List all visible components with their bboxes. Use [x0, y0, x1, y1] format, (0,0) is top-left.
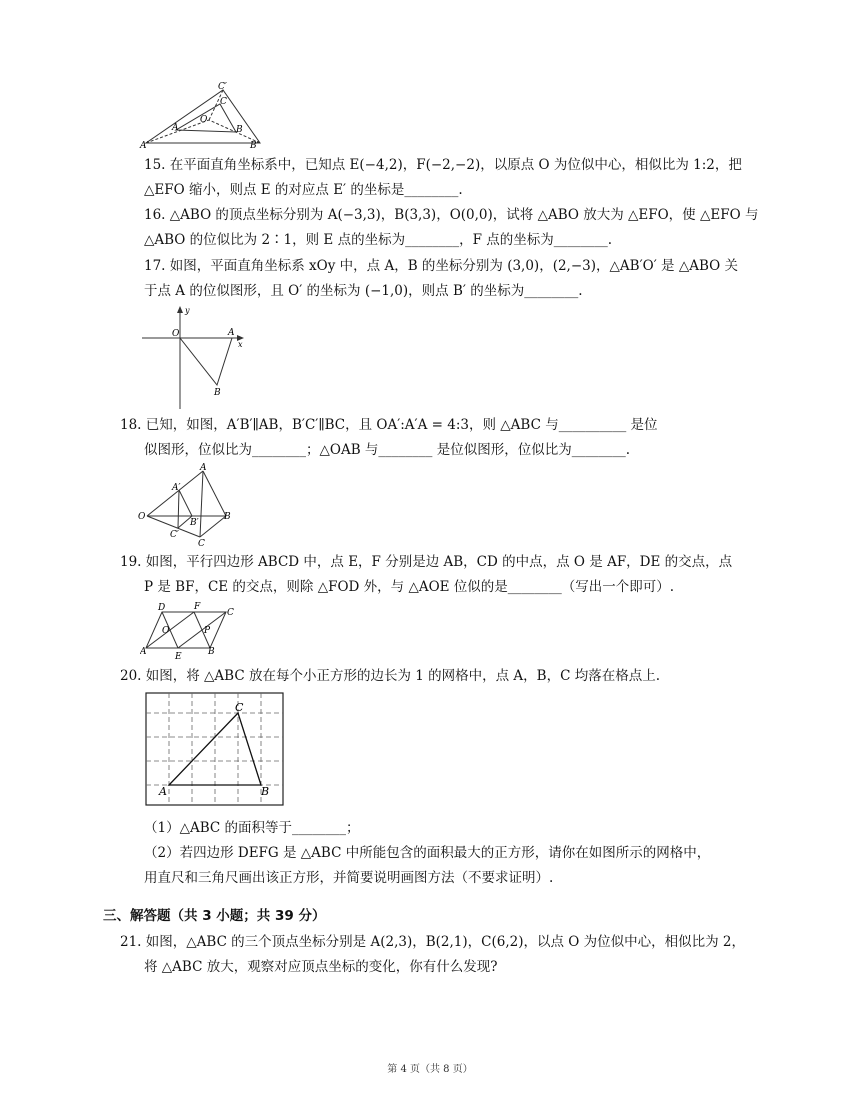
- problem-19-line-2: P 是 BF，CE 的交点，则除 △FOD 外，与 △AOE 位似的是________（写出一个即可）.: [144, 579, 675, 595]
- label-A1: A′: [140, 141, 149, 150]
- label-A: A: [159, 785, 167, 798]
- problem-20-sub-2-line-2: 用直尺和三角尺画出该正方形，并简要说明画图方法（不要求证明）.: [144, 870, 554, 886]
- problem-19-line-1: 19. 如图，平行四边形 ABCD 中，点 E，F 分别是边 AB，CD 的中点，点 O 是 AF，DE 的交点，点: [120, 554, 733, 570]
- label-O: O: [200, 115, 208, 125]
- label-x: x: [238, 340, 243, 349]
- label-O: O: [162, 626, 170, 636]
- label-F: F: [194, 602, 201, 612]
- label-y: y: [185, 306, 190, 315]
- figure-17-coordinate: [140, 303, 250, 411]
- figure-18: [138, 463, 238, 548]
- figure-19-parallelogram: [140, 600, 240, 662]
- problem-18-line-2: 似图形，位似比为________；△OAB 与________ 是位似图形，位似比为________.: [144, 442, 630, 458]
- label-O: O: [172, 329, 180, 339]
- problem-18-line-1: 18. 已知，如图，A′B′∥AB，B′C′∥BC，且 OA′:A′A = 4:3，则 △ABC 与__________ 是位: [120, 417, 658, 433]
- label-D: D: [158, 603, 166, 613]
- label-P: P: [204, 626, 211, 636]
- problem-20-line-1: 20. 如图，将 △ABC 放在每个小正方形的边长为 1 的网格中，点 A，B，C 均落在格点上.: [120, 668, 661, 684]
- label-B: B: [208, 647, 215, 657]
- label-A: A: [140, 647, 147, 657]
- figure-similar-triangles-top: [138, 80, 268, 150]
- section-3-heading: 三、解答题（共 3 小题；共 39 分）: [103, 908, 326, 924]
- label-A: A: [172, 123, 179, 133]
- label-B: B: [236, 125, 243, 135]
- label-B1: B′: [250, 141, 259, 150]
- label-B: B: [214, 388, 221, 398]
- label-B: B: [224, 512, 231, 522]
- problem-21-line-2: 将 △ABC 放大，观察对应顶点坐标的变化，你有什么发现?: [144, 959, 498, 975]
- label-B1: B′: [190, 518, 199, 528]
- label-C: C: [227, 608, 234, 618]
- figure-20-grid: [145, 692, 285, 807]
- problem-20-sub-2-line-1: （2）若四边形 DEFG 是 △ABC 中所能包含的面积最大的正方形，请你在如图所示的网格中，: [144, 845, 711, 861]
- problem-21-line-1: 21. 如图，△ABC 的三个顶点坐标分别是 A(2,3)，B(2,1)，C(6,2)，以点 O 为位似中心，相似比为 2，: [120, 934, 746, 950]
- label-A: A: [228, 328, 235, 338]
- page-footer: 第 4 页（共 8 页）: [387, 1064, 473, 1075]
- label-O: O: [138, 512, 146, 522]
- problem-15-line-1: 15. 在平面直角坐标系中，已知点 E(−4,2)，F(−2,−2)，以原点 O 为位似中心，相似比为 1:2，把: [144, 157, 742, 173]
- problem-20-sub-1: （1）△ABC 的面积等于________；: [144, 820, 360, 836]
- problem-17-line-2: 于点 A 的位似图形，且 O′ 的坐标为 (−1,0)，则点 B′ 的坐标为________.: [144, 283, 583, 299]
- problem-16-line-2: △ABO 的位似比为 2∶1，则 E 点的坐标为________，F 点的坐标为________.: [144, 232, 613, 248]
- label-C: C: [235, 701, 244, 714]
- problem-16-line-1: 16. △ABO 的顶点坐标分别为 A(−3,3)，B(3,3)，O(0,0)，试将 △ABO 放大为 △EFO，使 △EFO 与: [144, 207, 759, 223]
- problem-15-line-2: △EFO 缩小，则点 E 的对应点 E′ 的坐标是________.: [144, 182, 463, 198]
- label-C: C: [220, 97, 227, 107]
- label-C1: C′: [170, 530, 179, 540]
- label-C: C: [198, 539, 205, 548]
- label-E: E: [175, 652, 182, 662]
- problem-17-line-1: 17. 如图，平面直角坐标系 xOy 中，点 A，B 的坐标分别为 (3,0)，(2,−3)，△AB′O′ 是 △ABO 关: [144, 258, 739, 274]
- label-B: B: [261, 785, 270, 798]
- label-A: A: [200, 463, 207, 473]
- label-A1: A′: [172, 483, 181, 493]
- label-C1: C′: [218, 82, 227, 92]
